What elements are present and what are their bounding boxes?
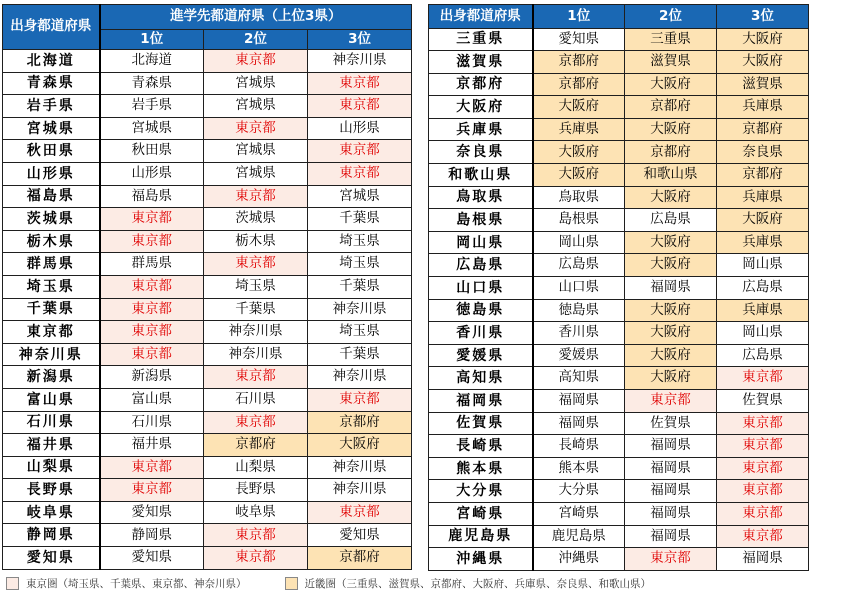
origin-prefecture-cell: 岩手県 [3,95,100,118]
rank2-cell: 福岡県 [625,502,717,525]
rank2-cell: 大阪府 [625,186,717,209]
origin-prefecture-cell: 福島県 [3,185,100,208]
table-row [3,253,412,276]
rank3-cell: 広島県 [717,277,809,300]
table-row [429,457,809,480]
origin-prefecture-cell: 青森県 [3,72,100,95]
rank3-cell: 埼玉県 [308,321,412,344]
rank3-cell: 宮城県 [308,185,412,208]
rank1-cell: 島根県 [533,209,625,232]
rank1-cell: 富山県 [100,388,204,411]
origin-prefecture-cell: 岡山県 [429,231,533,254]
rank1-cell: 東京都 [100,479,204,502]
rank2-cell: 宮城県 [204,140,308,163]
rank2-cell: 大阪府 [625,231,717,254]
table-row [429,322,809,345]
rank2-cell: 三重県 [625,28,717,51]
origin-prefecture-cell: 鹿児島県 [429,525,533,548]
table-row [429,118,809,141]
origin-prefecture-cell: 静岡県 [3,524,100,547]
rank2-cell: 広島県 [625,209,717,232]
table-row [3,185,412,208]
legend-item-kinki [285,576,652,591]
table-row [429,367,809,390]
rank1-cell: 鹿児島県 [533,525,625,548]
rank1-cell: 広島県 [533,254,625,277]
rank3-cell: 神奈川県 [308,50,412,73]
rank2-cell: 京都府 [204,434,308,457]
rank3-cell: 埼玉県 [308,230,412,253]
rank1-cell: 京都府 [533,51,625,74]
rank3-cell: 京都府 [717,118,809,141]
rank3-cell: 岡山県 [717,322,809,345]
origin-prefecture-cell: 新潟県 [3,366,100,389]
rank2-cell: 埼玉県 [204,275,308,298]
rank3-cell: 神奈川県 [308,456,412,479]
left-table-body [3,50,412,570]
table-row [3,95,412,118]
origin-prefecture-cell: 熊本県 [429,457,533,480]
rank2-cell: 大阪府 [625,299,717,322]
rank3-cell: 東京都 [717,457,809,480]
rank2-cell: 東京都 [625,548,717,571]
rank2-cell: 大阪府 [625,73,717,96]
table-row [3,524,412,547]
rank3-cell: 東京都 [308,140,412,163]
rank1-cell: 大阪府 [533,96,625,119]
origin-prefecture-header: 出身都道府県 [3,5,100,50]
rank1-cell: 静岡県 [100,524,204,547]
rank2-header: 2位 [204,30,308,50]
rank3-header: 3位 [308,30,412,50]
table-row [3,366,412,389]
legend-tokyo-label: 東京圏（埼玉県、千葉県、東京都、神奈川県） [26,578,247,590]
table-row [429,254,809,277]
rank1-cell: 東京都 [100,298,204,321]
table-row [429,96,809,119]
origin-prefecture-cell: 京都府 [429,73,533,96]
origin-prefecture-cell: 島根県 [429,209,533,232]
rank2-cell: 東京都 [204,547,308,570]
origin-prefecture-cell: 香川県 [429,322,533,345]
table-row [429,141,809,164]
origin-prefecture-cell: 愛媛県 [429,344,533,367]
rank2-cell: 福岡県 [625,435,717,458]
rank3-cell: 京都府 [717,164,809,187]
origin-prefecture-cell: 山梨県 [3,456,100,479]
origin-prefecture-cell: 沖縄県 [429,548,533,571]
legend-item-tokyo [6,576,247,591]
rank3-cell: 埼玉県 [308,253,412,276]
rank2-cell: 東京都 [204,366,308,389]
origin-prefecture-cell: 宮崎県 [429,502,533,525]
origin-prefecture-cell: 広島県 [429,254,533,277]
origin-prefecture-cell: 富山県 [3,388,100,411]
rank2-cell: 佐賀県 [625,412,717,435]
rank3-cell: 千葉県 [308,343,412,366]
legend-kinki-label: 近畿圏（三重県、滋賀県、京都府、大阪府、兵庫県、奈良県、和歌山県） [304,578,651,590]
table-row [429,231,809,254]
rank2-cell: 東京都 [204,185,308,208]
rank2-cell: 宮城県 [204,162,308,185]
rank1-cell: 北海道 [100,50,204,73]
table-row [3,479,412,502]
rank1-cell: 福島県 [100,185,204,208]
rank1-cell: 愛媛県 [533,344,625,367]
rank1-cell: 熊本県 [533,457,625,480]
tokyo-swatch [6,577,19,590]
table-row [3,72,412,95]
origin-prefecture-cell: 三重県 [429,28,533,51]
rank3-cell: 山形県 [308,117,412,140]
rank2-cell: 大阪府 [625,344,717,367]
origin-prefecture-header: 出身都道府県 [429,5,533,29]
rank3-cell: 兵庫県 [717,299,809,322]
rank1-cell: 石川県 [100,411,204,434]
rank3-cell: 大阪府 [308,434,412,457]
rank1-cell: 東京都 [100,456,204,479]
origin-prefecture-cell: 愛知県 [3,547,100,570]
rank2-cell: 栃木県 [204,230,308,253]
rank3-cell: 東京都 [308,162,412,185]
rank2-cell: 福岡県 [625,277,717,300]
rank3-cell: 東京都 [717,435,809,458]
rank1-cell: 徳島県 [533,299,625,322]
table-row [429,390,809,413]
table-row [3,208,412,231]
table-row [3,388,412,411]
rank2-cell: 大阪府 [625,254,717,277]
rank3-cell: 神奈川県 [308,479,412,502]
rank2-cell: 東京都 [204,253,308,276]
rank3-cell: 兵庫県 [717,186,809,209]
table-row [3,343,412,366]
origin-prefecture-cell: 神奈川県 [3,343,100,366]
rank2-cell: 福岡県 [625,457,717,480]
rank3-cell: 大阪府 [717,209,809,232]
table-row [429,186,809,209]
rank2-cell: 大阪府 [625,367,717,390]
table-row [429,209,809,232]
rank1-cell: 沖縄県 [533,548,625,571]
rank3-cell: 佐賀県 [717,390,809,413]
right-ranking-table [428,4,809,571]
rank2-cell: 大阪府 [625,118,717,141]
origin-prefecture-cell: 高知県 [429,367,533,390]
rank2-cell: 岐阜県 [204,501,308,524]
origin-prefecture-cell: 岐阜県 [3,501,100,524]
rank2-cell: 東京都 [625,390,717,413]
rank3-cell: 東京都 [717,502,809,525]
rank1-cell: 高知県 [533,367,625,390]
origin-prefecture-cell: 滋賀県 [429,51,533,74]
table-row [429,277,809,300]
origin-prefecture-cell: 北海道 [3,50,100,73]
rank3-cell: 東京都 [717,480,809,503]
table-row [3,434,412,457]
rank2-cell: 大阪府 [625,322,717,345]
origin-prefecture-cell: 石川県 [3,411,100,434]
rank2-cell: 長野県 [204,479,308,502]
rank3-cell: 東京都 [308,501,412,524]
origin-prefecture-cell: 栃木県 [3,230,100,253]
rank1-cell: 東京都 [100,321,204,344]
rank1-header: 1位 [533,5,625,29]
rank2-cell: 京都府 [625,96,717,119]
table-row [3,456,412,479]
rank2-cell: 東京都 [204,50,308,73]
rank1-cell: 大阪府 [533,141,625,164]
rank1-cell: 兵庫県 [533,118,625,141]
rank1-header: 1位 [100,30,204,50]
origin-prefecture-cell: 福井県 [3,434,100,457]
origin-prefecture-cell: 鳥取県 [429,186,533,209]
rank1-cell: 大分県 [533,480,625,503]
rank2-cell: 千葉県 [204,298,308,321]
rank3-cell: 神奈川県 [308,298,412,321]
rank1-cell: 福井県 [100,434,204,457]
rank3-cell: 東京都 [717,412,809,435]
origin-prefecture-cell: 大分県 [429,480,533,503]
table-row [429,299,809,322]
rank1-cell: 福岡県 [533,390,625,413]
origin-prefecture-cell: 兵庫県 [429,118,533,141]
kinki-swatch [285,577,298,590]
rank2-cell: 宮城県 [204,72,308,95]
rank1-cell: 山形県 [100,162,204,185]
origin-prefecture-cell: 群馬県 [3,253,100,276]
origin-prefecture-cell: 大阪府 [429,96,533,119]
rank3-cell: 千葉県 [308,275,412,298]
rank3-cell: 兵庫県 [717,231,809,254]
rank1-cell: 東京都 [100,230,204,253]
origin-prefecture-cell: 埼玉県 [3,275,100,298]
rank1-cell: 京都府 [533,73,625,96]
rank1-cell: 愛知県 [533,28,625,51]
rank3-header: 3位 [717,5,809,29]
rank2-cell: 神奈川県 [204,343,308,366]
rank2-cell: 東京都 [204,411,308,434]
rank1-cell: 東京都 [100,275,204,298]
rank3-cell: 福岡県 [717,548,809,571]
rank3-cell: 岡山県 [717,254,809,277]
rank1-cell: 山口県 [533,277,625,300]
rank3-cell: 東京都 [308,388,412,411]
rank2-cell: 滋賀県 [625,51,717,74]
table-row [3,321,412,344]
rank3-cell: 滋賀県 [717,73,809,96]
table-row [429,28,809,51]
origin-prefecture-cell: 秋田県 [3,140,100,163]
origin-prefecture-cell: 東京都 [3,321,100,344]
table-row [3,162,412,185]
rank3-cell: 東京都 [717,367,809,390]
rank3-cell: 大阪府 [717,51,809,74]
origin-prefecture-cell: 宮城県 [3,117,100,140]
rank1-cell: 東京都 [100,208,204,231]
rank3-cell: 愛知県 [308,524,412,547]
destination-header: 進学先都道府県（上位3県） [100,5,412,30]
rank3-cell: 兵庫県 [717,96,809,119]
origin-prefecture-cell: 千葉県 [3,298,100,321]
table-row [3,547,412,570]
table-row [429,435,809,458]
rank1-cell: 福岡県 [533,412,625,435]
origin-prefecture-cell: 長野県 [3,479,100,502]
table-row [3,140,412,163]
table-row [429,344,809,367]
origin-prefecture-cell: 長崎県 [429,435,533,458]
legend [6,576,651,591]
rank2-cell: 東京都 [204,524,308,547]
table-row [429,164,809,187]
rank1-cell: 宮城県 [100,117,204,140]
rank2-cell: 山梨県 [204,456,308,479]
rank2-cell: 福岡県 [625,525,717,548]
rank2-cell: 茨城県 [204,208,308,231]
rank1-cell: 東京都 [100,343,204,366]
rank1-cell: 青森県 [100,72,204,95]
left-ranking-table [2,4,412,570]
rank1-cell: 岡山県 [533,231,625,254]
origin-prefecture-cell: 茨城県 [3,208,100,231]
table-row [3,230,412,253]
table-row [429,412,809,435]
rank1-cell: 宮崎県 [533,502,625,525]
origin-prefecture-cell: 和歌山県 [429,164,533,187]
table-row [429,525,809,548]
rank1-cell: 愛知県 [100,547,204,570]
rank3-cell: 京都府 [308,411,412,434]
table-row [3,298,412,321]
table-row [3,117,412,140]
rank2-cell: 宮城県 [204,95,308,118]
rank3-cell: 東京都 [308,72,412,95]
origin-prefecture-cell: 佐賀県 [429,412,533,435]
rank1-cell: 秋田県 [100,140,204,163]
origin-prefecture-cell: 福岡県 [429,390,533,413]
rank3-cell: 神奈川県 [308,366,412,389]
table-row [429,480,809,503]
table-row [3,411,412,434]
rank2-cell: 京都府 [625,141,717,164]
table-row [429,548,809,571]
rank1-cell: 香川県 [533,322,625,345]
table-row [429,73,809,96]
origin-prefecture-cell: 山口県 [429,277,533,300]
rank1-cell: 大阪府 [533,164,625,187]
rank2-cell: 和歌山県 [625,164,717,187]
rank2-cell: 東京都 [204,117,308,140]
right-table-body [429,28,809,570]
rank3-cell: 東京都 [717,525,809,548]
table-row [429,51,809,74]
origin-prefecture-cell: 山形県 [3,162,100,185]
rank1-cell: 長崎県 [533,435,625,458]
origin-prefecture-cell: 奈良県 [429,141,533,164]
rank3-cell: 京都府 [308,547,412,570]
rank2-cell: 福岡県 [625,480,717,503]
rank2-cell: 神奈川県 [204,321,308,344]
rank1-cell: 愛知県 [100,501,204,524]
table-row [3,501,412,524]
rank3-cell: 奈良県 [717,141,809,164]
rank3-cell: 大阪府 [717,28,809,51]
rank2-header: 2位 [625,5,717,29]
rank1-cell: 岩手県 [100,95,204,118]
rank1-cell: 群馬県 [100,253,204,276]
rank3-cell: 東京都 [308,95,412,118]
table-row [3,275,412,298]
rank3-cell: 千葉県 [308,208,412,231]
rank1-cell: 新潟県 [100,366,204,389]
rank3-cell: 広島県 [717,344,809,367]
origin-prefecture-cell: 徳島県 [429,299,533,322]
table-row [3,50,412,73]
rank1-cell: 鳥取県 [533,186,625,209]
table-row [429,502,809,525]
rank2-cell: 石川県 [204,388,308,411]
